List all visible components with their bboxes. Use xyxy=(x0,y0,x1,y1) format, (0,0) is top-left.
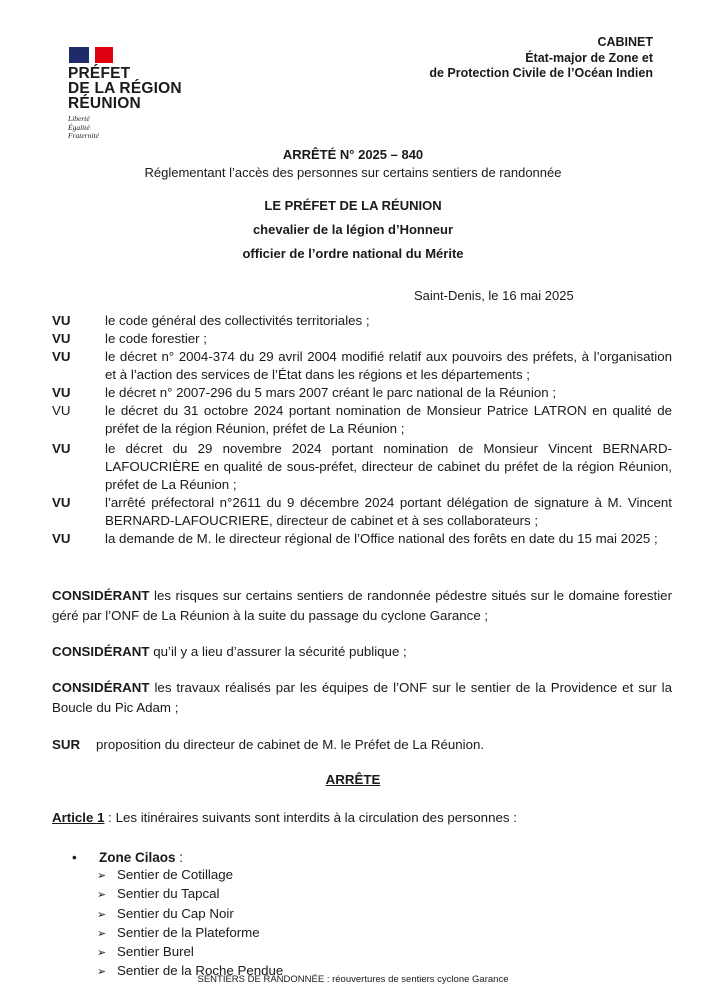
page-footer: SENTIERS DE RANDONNÉE : réouvertures de sentiers cyclone Garance xyxy=(197,974,509,985)
decree-number: ARRÊTÉ N° 2025 – 840 xyxy=(282,147,424,162)
trail-item: ➢ Sentier du Cap Noir xyxy=(97,905,283,924)
bullet-icon: • xyxy=(72,850,77,865)
distinction-2: officier de l’ordre national du Mérite xyxy=(242,246,464,261)
vu-item: VU le décret du 29 novembre 2024 portant nomination de Monsieur Vincent BERNARD-LAFOUCRIÈRE en qualité de sous-préfet, directeur de cabinet du préfet de la région Réunion, préfet de La Réunion ; xyxy=(52,441,672,492)
place-date: Saint-Denis, le 16 mai 2025 xyxy=(414,288,574,303)
trail-list xyxy=(97,866,283,982)
cabinet-header: CABINET État-major de Zone et de Protection Civile de l’Océan Indien xyxy=(429,35,653,80)
republic-motto: Liberté Égalité Fraternité xyxy=(68,114,99,140)
considerant-paragraph: CONSIDÉRANT qu’il y a lieu d’assurer la sécurité publique ; xyxy=(52,644,407,659)
considerant-paragraph: CONSIDÉRANT les travaux réalisés par les équipes de l’ONF sur le sentier de la Providence et sur la Boucle du Pic Adam ; xyxy=(52,680,672,715)
vu-item: VU le code forestier ; xyxy=(52,331,207,346)
zone-cilaos: • Zone Cilaos : xyxy=(72,850,184,865)
vu-item: VU l’arrêté préfectoral n°2611 du 9 décembre 2024 portant délégation de signature à M. Vincent BERNARD-LAFOUCRIERE, directeur de cabinet et à ses collaborateurs ; xyxy=(52,495,672,528)
article-1: Article 1 : Les itinéraires suivants sont interdits à la circulation des personnes : xyxy=(52,810,517,825)
trail-item: ➢ Sentier de Cotillage xyxy=(97,866,283,885)
considerant-paragraph: CONSIDÉRANT les risques sur certains sentiers de randonnée pédestre situés sur le domaine forestier géré par l’ONF de La Réunion à la suite du passage du cyclone Garance ; xyxy=(52,588,672,623)
arrow-bullet-icon: ➢ xyxy=(97,889,107,902)
arrete-heading: ARRÊTE xyxy=(325,772,381,787)
arrow-bullet-icon: ➢ xyxy=(97,908,107,921)
vu-item: VU le décret n° 2007-296 du 5 mars 2007 créant le parc national de la Réunion ; xyxy=(52,385,557,400)
arrow-bullet-icon: ➢ xyxy=(97,927,107,940)
vu-item: VU le code général des collectivités territoriales ; xyxy=(52,313,370,328)
sur-paragraph: SUR proposition du directeur de cabinet de M. le Préfet de La Réunion. xyxy=(52,737,485,752)
trail-item: ➢ Sentier de la Plateforme xyxy=(97,924,283,943)
vu-item: VU le décret du 31 octobre 2024 portant nomination de Monsieur Patrice LATRON en qualité de préfet de la région Réunion, préfet de La Réunion ; xyxy=(52,403,672,436)
french-flag-icon xyxy=(69,47,113,63)
trail-item: ➢ Sentier de la Roche Pendue xyxy=(97,962,283,981)
authority-title: LE PRÉFET DE LA RÉUNION xyxy=(264,198,442,213)
trail-item: ➢ Sentier du Tapcal xyxy=(97,885,283,904)
arrow-bullet-icon: ➢ xyxy=(97,966,107,979)
prefecture-logo-title: PRÉFET DE LA RÉGION RÉUNION xyxy=(68,65,182,112)
arrow-bullet-icon: ➢ xyxy=(97,870,107,882)
decree-subject: Réglementant l’accès des personnes sur certains sentiers de randonnée xyxy=(144,165,562,180)
trail-item: ➢ Sentier Burel xyxy=(97,943,283,962)
vu-item: VU la demande de M. le directeur régional de l’Office national des forêts en date du 15 mai 2025 ; xyxy=(52,531,658,546)
vu-item: VU le décret n° 2004-374 du 29 avril 2004 modifié relatif aux pouvoirs des préfets, à l’organisation et à l’action des services de l’État dans les régions et les départements ; xyxy=(52,349,672,382)
distinction-1: chevalier de la légion d’Honneur xyxy=(252,222,454,237)
arrow-bullet-icon: ➢ xyxy=(97,947,107,960)
